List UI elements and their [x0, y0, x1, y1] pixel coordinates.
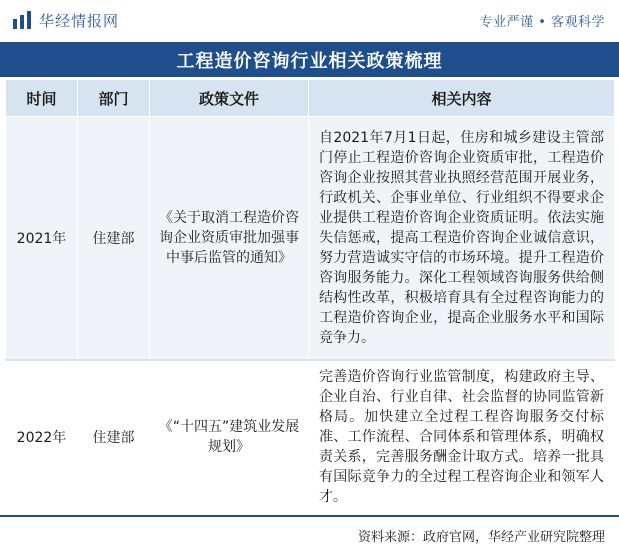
cell-content: 完善造价咨询行业监管制度，构建政府主导、企业自治、行业自律、社会监督的协同监管新格局。加快建立全过程工程咨询服务交付标准、工作流程、合同体系和管理体系，明确权责关系，完善服务酬金计取方式。培养一批具有国际竞争力的全过程工程咨询企业和领军人才。 — [309, 360, 615, 514]
brand — [12, 10, 119, 31]
cell-year: 2021年 — [6, 117, 78, 361]
top-bar — [0, 0, 619, 40]
table-row — [6, 360, 615, 514]
column-header-dept: 部门 — [78, 80, 150, 117]
cell-policy-doc: 《“十四五”建筑业发展规划》 — [150, 360, 309, 514]
policy-table — [5, 79, 615, 514]
column-header-doc: 政策文件 — [150, 80, 309, 117]
slogan: 专业严谨 • 客观科学 — [479, 14, 605, 30]
cell-dept: 住建部 — [78, 360, 150, 514]
brand-name: 华经情报网 — [39, 11, 120, 30]
source-text: 资料来源：政府官网，华经产业研究院整理 — [357, 529, 605, 545]
cell-dept: 住建部 — [78, 117, 150, 361]
table-row — [6, 117, 615, 361]
table-header-row — [6, 80, 615, 117]
cell-content: 自2021年7月1日起，住房和城乡建设主管部门停止工程造价咨询企业资质审批，工程造价咨询企业按照其营业执照经营范围开展业务，行政机关、企事业单位、行业组织不得要求企业提供工程造价咨询企业资质证明。依法实施失信惩戒，提高工程造价咨询企业诚信意识，努力营造诚实守信的市场环境。提升工程造价咨询服务能力。深化工程领域咨询服务供给侧结构性改革，积极培育具有全过程咨询能力的工程造价咨询企业，提高企业服务水平和国际竞争力。 — [309, 117, 615, 361]
bar-chart-logo-icon — [12, 10, 32, 30]
cell-year: 2022年 — [6, 360, 78, 514]
source-footer — [0, 515, 619, 553]
cell-policy-doc: 《关于取消工程造价咨询企业资质审批加强事中事后监管的通知》 — [150, 117, 309, 361]
page-title: 工程造价咨询行业相关政策梳理 — [176, 50, 443, 72]
column-header-time: 时间 — [6, 80, 78, 117]
title-bar — [0, 42, 619, 77]
column-header-content: 相关内容 — [309, 80, 615, 117]
